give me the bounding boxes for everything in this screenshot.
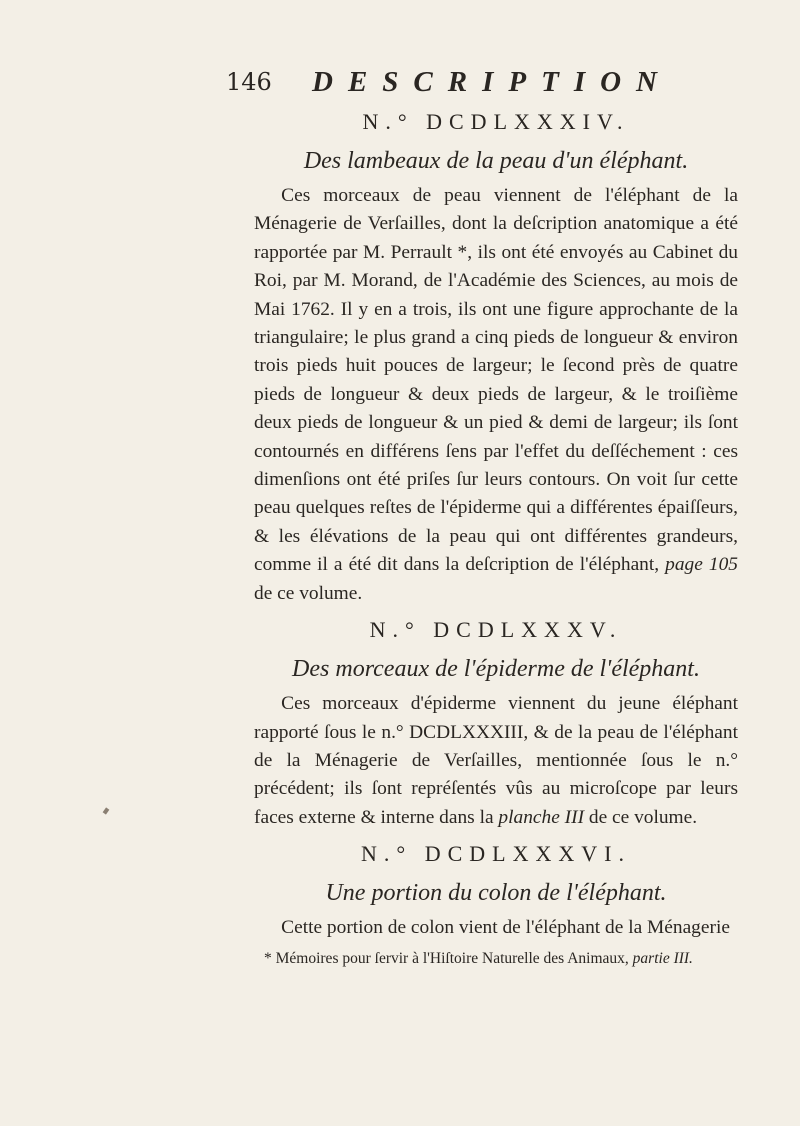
paragraph-text: Cette portion de colon vient de l'éléphant de la Ménagerie	[281, 917, 730, 939]
entry-title: Des morceaux de l'épiderme de l'éléphant.	[292, 656, 700, 683]
paragraph-text: Ces morceaux de peau viennent de l'éléphant de la Ménagerie de Verſailles, dont la deſcription anatomique a été rapportée par M. Perrault *, ils ont été envoyés au Cabinet du Roi, par M. Morand, de l'Académie des Sciences, au mois de Mai 1762. Il y en a trois, ils ont une figure approchante de la triangulaire; le plus grand a cinq pieds de longueur & environ trois pieds huit pouces de largeur; le ſecond près de quatre pieds de longueur & deux pieds de largeur, & le troiſième deux pieds de longueur & un pied & demi de largeur; ils ſont contournés en différens ſens par l'effet du deſſéchement : ces dimenſions ont été priſes ſur leurs contours. On voit ſur cette peau quelques reſtes de l'épiderme qui a différentes épaiſſeurs, & les élévations de la peau qui ont différentes grandeurs, comme il a été dit dans la deſcription de l'éléphant,	[254, 185, 738, 576]
paragraph-text-end: de ce volume.	[254, 582, 363, 604]
entry-number: N.° DCDLXXXVI.	[361, 841, 631, 867]
page-number: 146	[226, 68, 272, 96]
entry-number: N.° DCDLXXXV.	[369, 617, 623, 643]
page-header	[226, 66, 746, 106]
entry-number: N.° DCDLXXXIV.	[362, 109, 630, 134]
plate-reference: planche III	[498, 806, 585, 828]
margin-ink-mark	[103, 807, 110, 814]
paragraph-text-end: de ce volume.	[584, 806, 698, 828]
footnote	[254, 949, 738, 969]
paragraph-text: Ces morceaux d'épiderme viennent du jeune éléphant rapporté ſous le n.° DCDLXXXIII, & de la peau de l'éléphant de la Ménagerie de Verſailles, mentionnée ſous le n.° précédent; ils ſont repréſentés vûs au microſcope par leurs faces externe & interne dans la	[254, 693, 738, 828]
entry-title: Une portion du colon de l'éléphant.	[325, 880, 667, 907]
running-title: DESCRIPTION	[312, 66, 672, 98]
entry-paragraph	[254, 690, 738, 832]
entry-paragraph	[254, 182, 738, 608]
text-column	[254, 106, 738, 969]
footnote-reference: partie III.	[632, 949, 693, 967]
entry-title: Des lambeaux de la peau d'un éléphant.	[303, 148, 689, 174]
page-reference: page 105	[665, 554, 738, 576]
entry-684	[254, 106, 738, 608]
footnote-text: * Mémoires pour ſervir à l'Hiſtoire Naturelle des Animaux,	[264, 949, 633, 967]
entry-686	[254, 838, 738, 942]
entry-685	[254, 614, 738, 832]
entry-paragraph	[254, 914, 738, 942]
